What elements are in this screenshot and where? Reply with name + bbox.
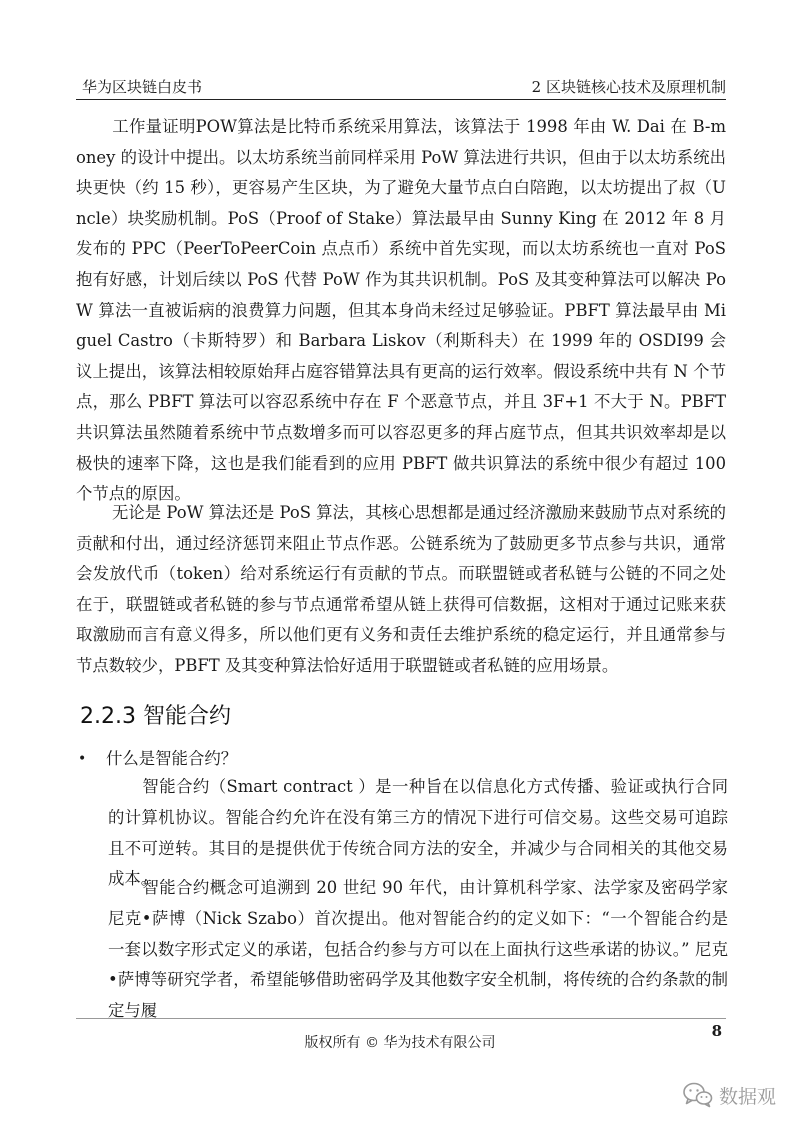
footer-copyright: 版权所有 © 华为技术有限公司: [304, 1035, 496, 1051]
paragraph-economic-incentive: [76, 498, 726, 682]
paragraph-text: 工作量证明POW算法是比特币系统采用算法，该算法于 1998 年由 W. Dai 在 B-money 的设计中提出。以太坊系统当前同样采用 PoW 算法进行共识，但由于以太坊系统出块更快（约 15 秒），更容易产生区块，为了避免大量节点白白陪跑，以太坊提出了叔（Uncle）块奖励机制。PoS（Proof of Stake）算法最早由 Sunny King 在 2012 年 8 月发布的 PPC（PeerToPeerCoin 点点币）系统中首先实现，而以太坊系统也一直对 PoS 抱有好感，计划后续以 PoS 代替 PoW 作为其共识机制。PoS 及其变种算法可以解决 PoW 算法一直被诟病的浪费算力问题，但其本身尚未经过足够验证。PBFT 算法最早由 Miguel Castro（卡斯特罗）和 Barbara Liskov（利斯科夫）在 1999 年的 OSDI99 会议上提出，该算法相较原始拜占庭容错算法具有更高的运行效率。假设系统中共有 N 个节点，那么 PBFT 算法可以容忍系统中存在 F 个恶意节点，并且 3F+1 不大于 N。PBFT 共识算法虽然随着系统中节点数增多而可以容忍更多的拜占庭节点，但其共识效率却是以极快的速率下降，这也是我们能看到的应用 PBFT 做共识算法的系统中很少有超过 100 个节点的原因。: [76, 117, 726, 504]
bullet-dot-icon: •: [78, 751, 87, 767]
section-heading: 2.2.3 智能合约: [80, 704, 231, 729]
wechat-icon: [683, 1082, 713, 1108]
bullet-text: 什么是智能合约？: [106, 749, 238, 768]
header-right-chapter: 2 区块链核心技术及原理机制: [531, 78, 726, 96]
paragraph-consensus-history: [76, 112, 726, 510]
page-number: 8: [711, 1022, 722, 1040]
footer-divider: [76, 1018, 726, 1019]
header-divider: [76, 99, 726, 100]
paragraph-smart-contract-origin: [108, 873, 728, 1027]
paragraph-text: 智能合约（Smart contract ）是一种旨在以信息化方式传播、验证或执行合同的计算机协议。智能合约允许在没有第三方的情况下进行可信交易。这些交易可追踪且不可逆转。其目的是提供优于传统合同方法的安全，并减少与合同相关的其他交易成本。: [108, 777, 728, 889]
page-header: [76, 76, 726, 98]
paragraph-text: 智能合约概念可追溯到 20 世纪 90 年代，由计算机科学家、法学家及密码学家尼克•萨博（Nick Szabo）首次提出。他对智能合约的定义如下：“一个智能合约是一套以数字形式定义的承诺，包括合约参与方可以在上面执行这些承诺的协议。” 尼克•萨博等研究学者，希望能够借助密码学及其他数字安全机制，将传统的合约条款的制定与履: [108, 878, 728, 1021]
paragraph-text: 无论是 PoW 算法还是 PoS 算法，其核心思想都是通过经济激励来鼓励节点对系统的贡献和付出，通过经济惩罚来阻止节点作恶。公链系统为了鼓励更多节点参与共识，通常会发放代币（token）给对系统运行有贡献的节点。而联盟链或者私链与公链的不同之处在于，联盟链或者私链的参与节点通常希望从链上获得可信数据，这相对于通过记账来获取激励而言有意义得多，所以他们更有义务和责任去维护系统的稳定运行，并且通常参与节点数较少，PBFT 及其变种算法恰好适用于联盟链或者私链的应用场景。: [76, 503, 726, 675]
header-left-title: 华为区块链白皮书: [82, 78, 203, 96]
watermark: [683, 1080, 776, 1110]
watermark-label: 数据观: [719, 1085, 777, 1108]
